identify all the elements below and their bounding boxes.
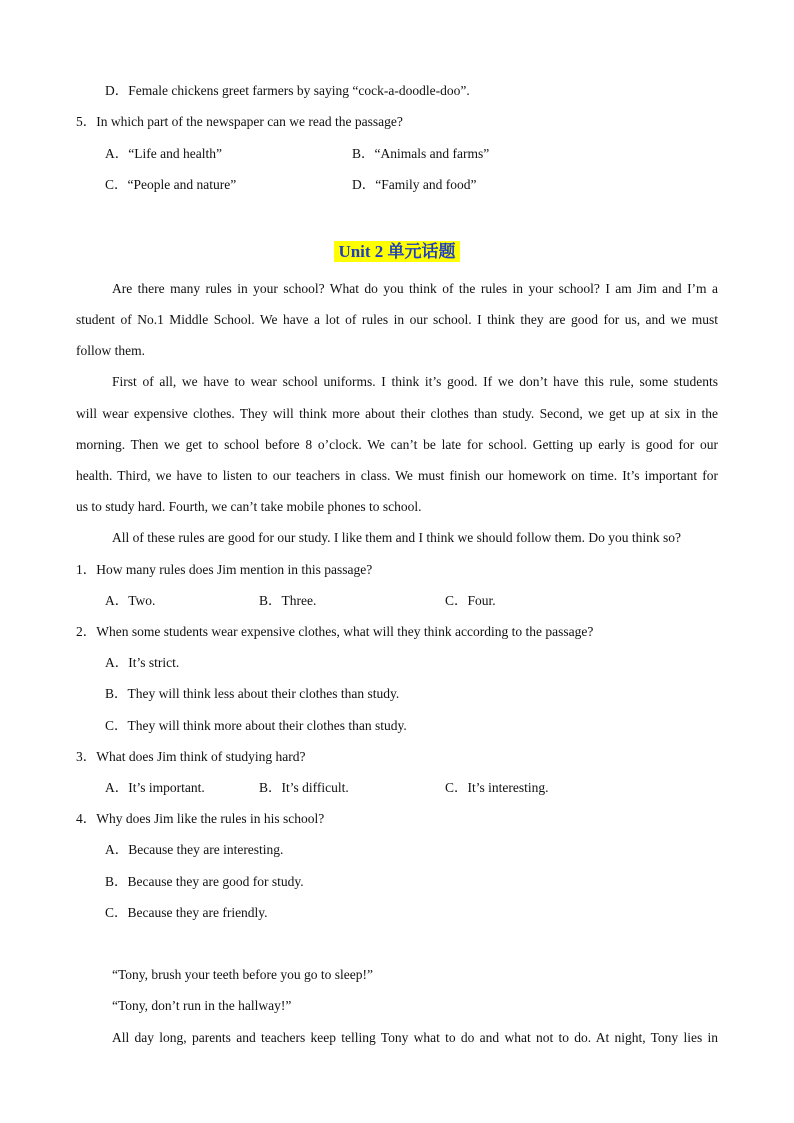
question-3-option-a: A．It’s important. <box>105 780 205 795</box>
question-4-option-c: C．Because they are friendly. <box>105 905 268 920</box>
passage-line: All of these rules are good for our study. I like them and I think we should follow them. Do you think so? <box>112 530 682 545</box>
question-3-option-c: C．It’s interesting. <box>445 780 549 795</box>
unit-title-text: Unit 2 单元话题 <box>334 241 459 262</box>
next-passage-line: “Tony, don’t run in the hallway!” <box>112 998 292 1013</box>
passage-line: morning. Then we get to school before 8 o’clock. We can’t be late for school. Getting up early is good for our <box>76 437 718 452</box>
question-3-option-b: B．It’s difficult. <box>259 780 349 795</box>
question-1-option-b: B．Three. <box>259 593 317 608</box>
unit-title <box>0 240 794 264</box>
passage-line: us to study hard. Fourth, we can’t take mobile phones to school. <box>76 499 422 514</box>
question-3-stem: 3．What does Jim think of studying hard? <box>76 749 306 764</box>
passage-line: Are there many rules in your school? What do you think of the rules in your school? I am Jim and I’m a <box>112 281 718 296</box>
passage-line: follow them. <box>76 343 145 358</box>
question-2-option-c: C．They will think more about their clothes than study. <box>105 718 407 733</box>
passage-line: student of No.1 Middle School. We have a lot of rules in our school. I think they are good for us, and we must <box>76 312 718 327</box>
q5-option-d: D．“Family and food” <box>352 177 477 192</box>
question-1-option-c: C．Four. <box>445 593 496 608</box>
question-4-stem: 4．Why does Jim like the rules in his school? <box>76 811 325 826</box>
next-passage-line: All day long, parents and teachers keep telling Tony what to do and what not to do. At night, Tony lies in <box>112 1030 718 1045</box>
q5-option-a: A．“Life and health” <box>105 146 222 161</box>
question-2-stem: 2．When some students wear expensive clothes, what will they think according to the passage? <box>76 624 594 639</box>
q5-option-b: B．“Animals and farms” <box>352 146 490 161</box>
question-1-option-a: A．Two. <box>105 593 156 608</box>
q4-option-d: D．Female chickens greet farmers by saying “cock-a-doodle-doo”. <box>105 83 470 98</box>
question-4-option-a: A．Because they are interesting. <box>105 842 284 857</box>
next-passage-line: “Tony, brush your teeth before you go to sleep!” <box>112 967 373 982</box>
q5-option-c: C．“People and nature” <box>105 177 237 192</box>
question-4-option-b: B．Because they are good for study. <box>105 874 304 889</box>
question-2-option-b: B．They will think less about their clothes than study. <box>105 686 400 701</box>
question-1-stem: 1．How many rules does Jim mention in this passage? <box>76 562 373 577</box>
question-2-option-a: A．It’s strict. <box>105 655 180 670</box>
passage-line: health. Third, we have to listen to our teachers in class. We must finish our homework on time. It’s important for <box>76 468 718 483</box>
q5-stem: 5．In which part of the newspaper can we read the passage? <box>76 114 403 129</box>
passage-line: First of all, we have to wear school uniforms. I think it’s good. If we don’t have this rule, some students <box>112 374 718 389</box>
passage-line: will wear expensive clothes. They will think more about their clothes than study. Second, we get up at six in the <box>76 406 718 421</box>
